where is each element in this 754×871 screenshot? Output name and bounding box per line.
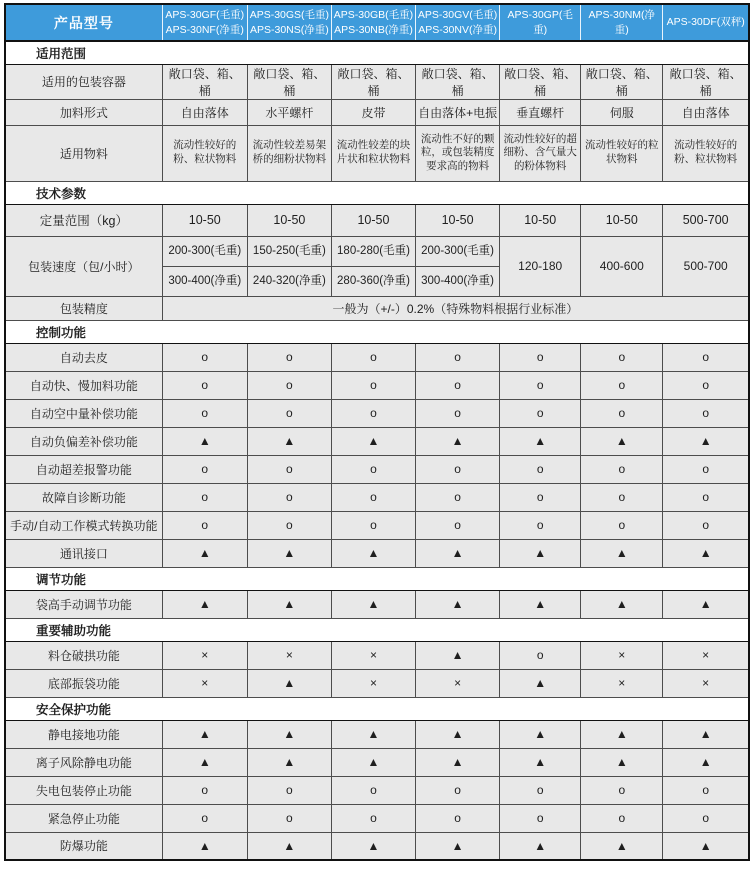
section-title: 重要辅助功能 — [5, 618, 749, 641]
value-cell: × — [663, 669, 749, 697]
table-row — [5, 776, 749, 804]
row-label: 静电接地功能 — [5, 720, 162, 748]
spec-table-body — [5, 41, 749, 860]
row-label: 通讯接口 — [5, 539, 162, 567]
value-cell: o — [581, 455, 663, 483]
value-cell: 敞口袋、箱、桶 — [663, 64, 749, 99]
section-row-1 — [5, 41, 749, 64]
value-cell: 敞口袋、箱、桶 — [416, 64, 500, 99]
value-cell: × — [416, 669, 500, 697]
row-label: 自动负偏差补偿功能 — [5, 427, 162, 455]
value-cell: o — [247, 399, 331, 427]
table-row — [5, 832, 749, 860]
row-label: 自动快、慢加料功能 — [5, 371, 162, 399]
value-cell: 10-50 — [247, 204, 331, 236]
model-name-line: APS-30NB(净重) — [334, 23, 413, 36]
value-cell: o — [581, 371, 663, 399]
row-label: 袋高手动调节功能 — [5, 590, 162, 618]
value-cell: o — [162, 455, 247, 483]
value-cell: o — [500, 399, 581, 427]
row-label: 手动/自动工作模式转换功能 — [5, 511, 162, 539]
value-cell: 自由落体+电振 — [416, 99, 500, 125]
value-cell: o — [500, 776, 581, 804]
value-cell: 10-50 — [416, 204, 500, 236]
model-name-line: APS-30GF(毛重) — [165, 9, 245, 22]
value-cell: o — [500, 343, 581, 371]
value-cell: o — [416, 455, 500, 483]
value-cell: o — [247, 511, 331, 539]
row-label: 包装精度 — [5, 296, 162, 320]
value-cell: ▲ — [331, 427, 415, 455]
row-label: 防爆功能 — [5, 832, 162, 860]
table-row — [5, 511, 749, 539]
value-cell: ▲ — [331, 539, 415, 567]
table-row — [5, 720, 749, 748]
model-name-line: APS-30GP(毛重) — [507, 9, 573, 36]
value-cell: ▲ — [416, 832, 500, 860]
value-cell: ▲ — [581, 832, 663, 860]
row-label: 底部振袋功能 — [5, 669, 162, 697]
model-name-line: APS-30NM(净重) — [588, 9, 656, 36]
value-cell: ▲ — [581, 720, 663, 748]
value-cell: ▲ — [663, 720, 749, 748]
value-cell: o — [500, 804, 581, 832]
value-cell: × — [162, 669, 247, 697]
value-cell: o — [663, 511, 749, 539]
model-name-line: APS-30NS(净重) — [249, 23, 329, 36]
speed-gross-value: 200-300(毛重) — [163, 237, 247, 267]
value-cell: ▲ — [416, 641, 500, 669]
value-cell: o — [500, 455, 581, 483]
value-cell: o — [247, 343, 331, 371]
value-cell: ▲ — [162, 832, 247, 860]
section-title: 控制功能 — [5, 320, 749, 343]
value-cell: ▲ — [416, 539, 500, 567]
table-row — [5, 748, 749, 776]
table-row — [5, 204, 749, 236]
value-cell: × — [331, 669, 415, 697]
value-cell: ▲ — [162, 427, 247, 455]
value-cell: ▲ — [500, 748, 581, 776]
value-cell: o — [500, 371, 581, 399]
value-cell: × — [162, 641, 247, 669]
value-cell: o — [331, 776, 415, 804]
value-cell: ▲ — [581, 539, 663, 567]
model-name-line: APS-30GB(毛重) — [333, 9, 414, 22]
value-cell: ▲ — [331, 590, 415, 618]
speed-split-cell — [162, 236, 247, 296]
value-cell: o — [500, 483, 581, 511]
row-label: 失电包装停止功能 — [5, 776, 162, 804]
section-title: 适用范围 — [5, 41, 749, 64]
speed-merged-cell: 500-700 — [663, 236, 749, 296]
value-cell: ▲ — [416, 590, 500, 618]
table-row — [5, 669, 749, 697]
model-name-line: APS-30NV(净重) — [418, 23, 497, 36]
section-row-5 — [5, 618, 749, 641]
table-row — [5, 343, 749, 371]
value-cell: ▲ — [416, 720, 500, 748]
row-span-value: 一般为（+/-）0.2%（特殊物料根据行业标准） — [162, 296, 749, 320]
section-row-3 — [5, 320, 749, 343]
product-model-header: 产品型号 — [5, 4, 162, 41]
value-cell: o — [663, 804, 749, 832]
value-cell: ▲ — [500, 669, 581, 697]
value-cell: o — [581, 511, 663, 539]
value-cell: o — [581, 483, 663, 511]
value-cell: o — [663, 776, 749, 804]
model-name-line: APS-30DF(双秤) — [666, 16, 745, 29]
value-cell: ▲ — [500, 720, 581, 748]
speed-split-cell — [247, 236, 331, 296]
row-label: 适用物料 — [5, 125, 162, 181]
value-cell: ▲ — [500, 427, 581, 455]
value-cell: 敞口袋、箱、桶 — [500, 64, 581, 99]
value-cell: o — [416, 371, 500, 399]
value-cell: o — [331, 371, 415, 399]
value-cell: ▲ — [162, 720, 247, 748]
table-row — [5, 483, 749, 511]
value-cell: ▲ — [663, 748, 749, 776]
model-header-1 — [162, 4, 247, 41]
value-cell: × — [663, 641, 749, 669]
value-cell: 水平螺杆 — [247, 99, 331, 125]
value-cell: 流动性较好的粉、粒状物料 — [663, 125, 749, 181]
speed-net-value: 280-360(净重) — [337, 274, 410, 287]
value-cell: ▲ — [663, 539, 749, 567]
model-name-line: APS-30GS(毛重) — [249, 9, 330, 22]
speed-split-cell — [416, 236, 500, 296]
model-header-5 — [500, 4, 581, 41]
value-cell: o — [331, 804, 415, 832]
value-cell: o — [247, 371, 331, 399]
row-label: 故障自诊断功能 — [5, 483, 162, 511]
value-cell: 500-700 — [663, 204, 749, 236]
model-header-3 — [331, 4, 415, 41]
value-cell: o — [162, 343, 247, 371]
section-row-6 — [5, 697, 749, 720]
value-cell: 敞口袋、箱、桶 — [247, 64, 331, 99]
value-cell: × — [247, 641, 331, 669]
row-label: 包装速度（包/小时） — [5, 236, 162, 296]
value-cell: 敞口袋、箱、桶 — [331, 64, 415, 99]
value-cell: o — [247, 455, 331, 483]
speed-gross-value: 180-280(毛重) — [332, 237, 415, 267]
value-cell: 10-50 — [331, 204, 415, 236]
value-cell: o — [416, 511, 500, 539]
table-row — [5, 236, 749, 296]
value-cell: × — [581, 641, 663, 669]
value-cell: o — [500, 511, 581, 539]
value-cell: o — [247, 776, 331, 804]
value-cell: o — [581, 343, 663, 371]
value-cell: ▲ — [247, 590, 331, 618]
value-cell: ▲ — [500, 590, 581, 618]
value-cell: ▲ — [247, 748, 331, 776]
value-cell: o — [162, 399, 247, 427]
value-cell: 流动性较好的粒状物料 — [581, 125, 663, 181]
value-cell: 10-50 — [162, 204, 247, 236]
value-cell: 敞口袋、箱、桶 — [581, 64, 663, 99]
row-label: 加料形式 — [5, 99, 162, 125]
value-cell: o — [581, 804, 663, 832]
value-cell: × — [581, 669, 663, 697]
model-header-6 — [581, 4, 663, 41]
value-cell: ▲ — [162, 590, 247, 618]
value-cell: 伺服 — [581, 99, 663, 125]
value-cell: ▲ — [581, 748, 663, 776]
value-cell: o — [416, 483, 500, 511]
row-label: 料仓破拱功能 — [5, 641, 162, 669]
value-cell: 10-50 — [500, 204, 581, 236]
table-row — [5, 455, 749, 483]
table-row — [5, 427, 749, 455]
value-cell: ▲ — [162, 539, 247, 567]
table-row — [5, 804, 749, 832]
product-spec-table — [4, 3, 750, 861]
row-label: 适用的包装容器 — [5, 64, 162, 99]
value-cell: 垂直螺杆 — [500, 99, 581, 125]
value-cell: 敞口袋、箱、桶 — [162, 64, 247, 99]
value-cell: ▲ — [500, 539, 581, 567]
model-name-line: APS-30NF(净重) — [165, 23, 244, 36]
value-cell: o — [416, 804, 500, 832]
speed-split-cell — [331, 236, 415, 296]
value-cell: o — [416, 343, 500, 371]
section-row-4 — [5, 567, 749, 590]
value-cell: ▲ — [416, 748, 500, 776]
speed-merged-cell: 120-180 — [500, 236, 581, 296]
row-label: 离子风除静电功能 — [5, 748, 162, 776]
value-cell: o — [331, 483, 415, 511]
value-cell: o — [331, 511, 415, 539]
row-label: 自动去皮 — [5, 343, 162, 371]
value-cell: o — [663, 483, 749, 511]
section-row-2 — [5, 181, 749, 204]
value-cell: ▲ — [663, 427, 749, 455]
value-cell: 自由落体 — [663, 99, 749, 125]
row-label: 紧急停止功能 — [5, 804, 162, 832]
value-cell: o — [663, 399, 749, 427]
row-label: 自动超差报警功能 — [5, 455, 162, 483]
value-cell: ▲ — [331, 748, 415, 776]
value-cell: 流动性较好的超细粉、含气量大的粉体物料 — [500, 125, 581, 181]
value-cell: o — [416, 399, 500, 427]
value-cell: ▲ — [331, 832, 415, 860]
section-title: 安全保护功能 — [5, 697, 749, 720]
value-cell: ▲ — [247, 720, 331, 748]
table-row — [5, 539, 749, 567]
value-cell: o — [663, 371, 749, 399]
header-row — [5, 4, 749, 41]
value-cell: o — [247, 804, 331, 832]
value-cell: o — [162, 804, 247, 832]
value-cell: 皮带 — [331, 99, 415, 125]
table-row — [5, 399, 749, 427]
value-cell: o — [500, 641, 581, 669]
speed-gross-value: 200-300(毛重) — [416, 237, 499, 267]
value-cell: o — [581, 399, 663, 427]
table-row — [5, 371, 749, 399]
value-cell: × — [331, 641, 415, 669]
value-cell: 流动性较差易架桥的细粉状物料 — [247, 125, 331, 181]
value-cell: ▲ — [247, 669, 331, 697]
value-cell: ▲ — [331, 720, 415, 748]
value-cell: ▲ — [416, 427, 500, 455]
value-cell: o — [416, 776, 500, 804]
model-header-7 — [663, 4, 749, 41]
value-cell: ▲ — [663, 590, 749, 618]
value-cell: o — [162, 483, 247, 511]
table-row — [5, 99, 749, 125]
value-cell: o — [663, 455, 749, 483]
section-title: 调节功能 — [5, 567, 749, 590]
value-cell: o — [331, 343, 415, 371]
value-cell: 流动性较好的粉、粒状物料 — [162, 125, 247, 181]
value-cell: ▲ — [247, 427, 331, 455]
value-cell: ▲ — [247, 832, 331, 860]
value-cell: o — [162, 511, 247, 539]
value-cell: 流动性不好的颗粒，或包装精度要求高的物料 — [416, 125, 500, 181]
value-cell: o — [663, 343, 749, 371]
value-cell: 自由落体 — [162, 99, 247, 125]
speed-gross-value: 150-250(毛重) — [248, 237, 331, 267]
value-cell: ▲ — [162, 748, 247, 776]
value-cell: 10-50 — [581, 204, 663, 236]
value-cell: ▲ — [581, 427, 663, 455]
value-cell: ▲ — [247, 539, 331, 567]
speed-net-value: 300-400(净重) — [421, 274, 495, 287]
value-cell: o — [162, 776, 247, 804]
value-cell: ▲ — [663, 832, 749, 860]
speed-net-value: 240-320(净重) — [252, 274, 326, 287]
value-cell: ▲ — [500, 832, 581, 860]
row-label: 定量范围（kg） — [5, 204, 162, 236]
table-row — [5, 296, 749, 320]
value-cell: o — [331, 455, 415, 483]
model-header-2 — [247, 4, 331, 41]
speed-net-value: 300-400(净重) — [168, 274, 242, 287]
value-cell: o — [247, 483, 331, 511]
value-cell: o — [162, 371, 247, 399]
table-row — [5, 590, 749, 618]
speed-merged-cell: 400-600 — [581, 236, 663, 296]
row-label: 自动空中量补偿功能 — [5, 399, 162, 427]
table-row — [5, 641, 749, 669]
model-header-4 — [416, 4, 500, 41]
value-cell: o — [581, 776, 663, 804]
section-title: 技术参数 — [5, 181, 749, 204]
value-cell: o — [331, 399, 415, 427]
value-cell: 流动性较差的块片状和粒状物料 — [331, 125, 415, 181]
table-row — [5, 125, 749, 181]
table-row — [5, 64, 749, 99]
value-cell: ▲ — [581, 590, 663, 618]
model-name-line: APS-30GV(毛重) — [417, 9, 498, 22]
